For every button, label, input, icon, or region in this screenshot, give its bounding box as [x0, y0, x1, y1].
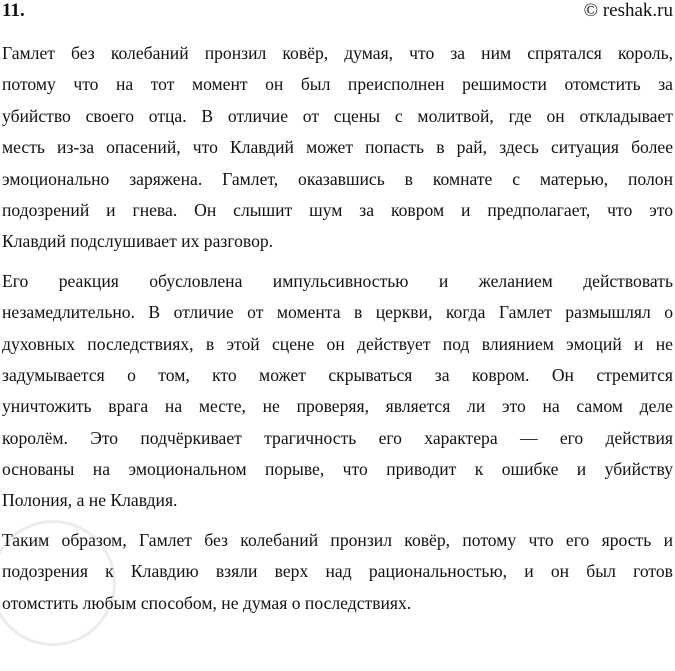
text-line: незамедлительно. В отличие от момента в церкви, когда Гамлет размышлял о: [2, 302, 673, 323]
text-line: подозрений и гнева. Он слышит шум за ковром и предполагает, что это: [2, 199, 673, 220]
text-line: отомстить любым способом, не думая о последствиях.: [2, 592, 412, 613]
paragraph: [2, 266, 673, 517]
task-number: 11.: [2, 0, 25, 21]
text-line: Клавдий подслушивает их разговор.: [2, 231, 274, 252]
paragraph: [2, 525, 673, 619]
text-line: Гамлет без колебаний пронзил ковёр, думая, что за ним спрятался король,: [2, 43, 673, 63]
text-line: убийство своего отца. В отличие от сцены с молитвой, где он откладывает: [2, 105, 673, 126]
text-line: задумывается о том, кто может скрываться за ковром. Он стремится: [2, 364, 673, 385]
text-line: Полония, а не Клавдия.: [2, 490, 178, 511]
text-line: духовных последствиях, в этой сцене он действует под влиянием эмоций и не: [2, 333, 673, 354]
text-line: королём. Это подчёркивает трагичность его характера — его действия: [2, 427, 673, 448]
text-line: Его реакция обусловлена импульсивностью и желанием действовать: [2, 270, 673, 291]
copyright: © reshak.ru: [583, 0, 673, 21]
text-line: месть из-за опасений, что Клавдий может попасть в рай, здесь ситуация более: [2, 137, 673, 158]
text-line: эмоционально заряжена. Гамлет, оказавшись в комнате с матерью, полон: [2, 168, 673, 189]
text-line: подозрения к Клавдию взяли верх над рациональностью, и он был готов: [2, 561, 673, 582]
text-line: основаны на эмоциональном порыве, что приводит к ошибке и убийству: [2, 459, 673, 480]
paragraph: [2, 38, 673, 258]
text-line: потому что на тот момент он был преисполнен решимости отомстить за: [2, 74, 673, 95]
answer-text: [2, 38, 673, 627]
header: [0, 0, 675, 26]
text-line: уничтожить врага на месте, не проверяя, является ли это на самом деле: [2, 396, 673, 417]
text-line: Таким образом, Гамлет без колебаний пронзил ковёр, потому что его ярость и: [2, 529, 673, 550]
